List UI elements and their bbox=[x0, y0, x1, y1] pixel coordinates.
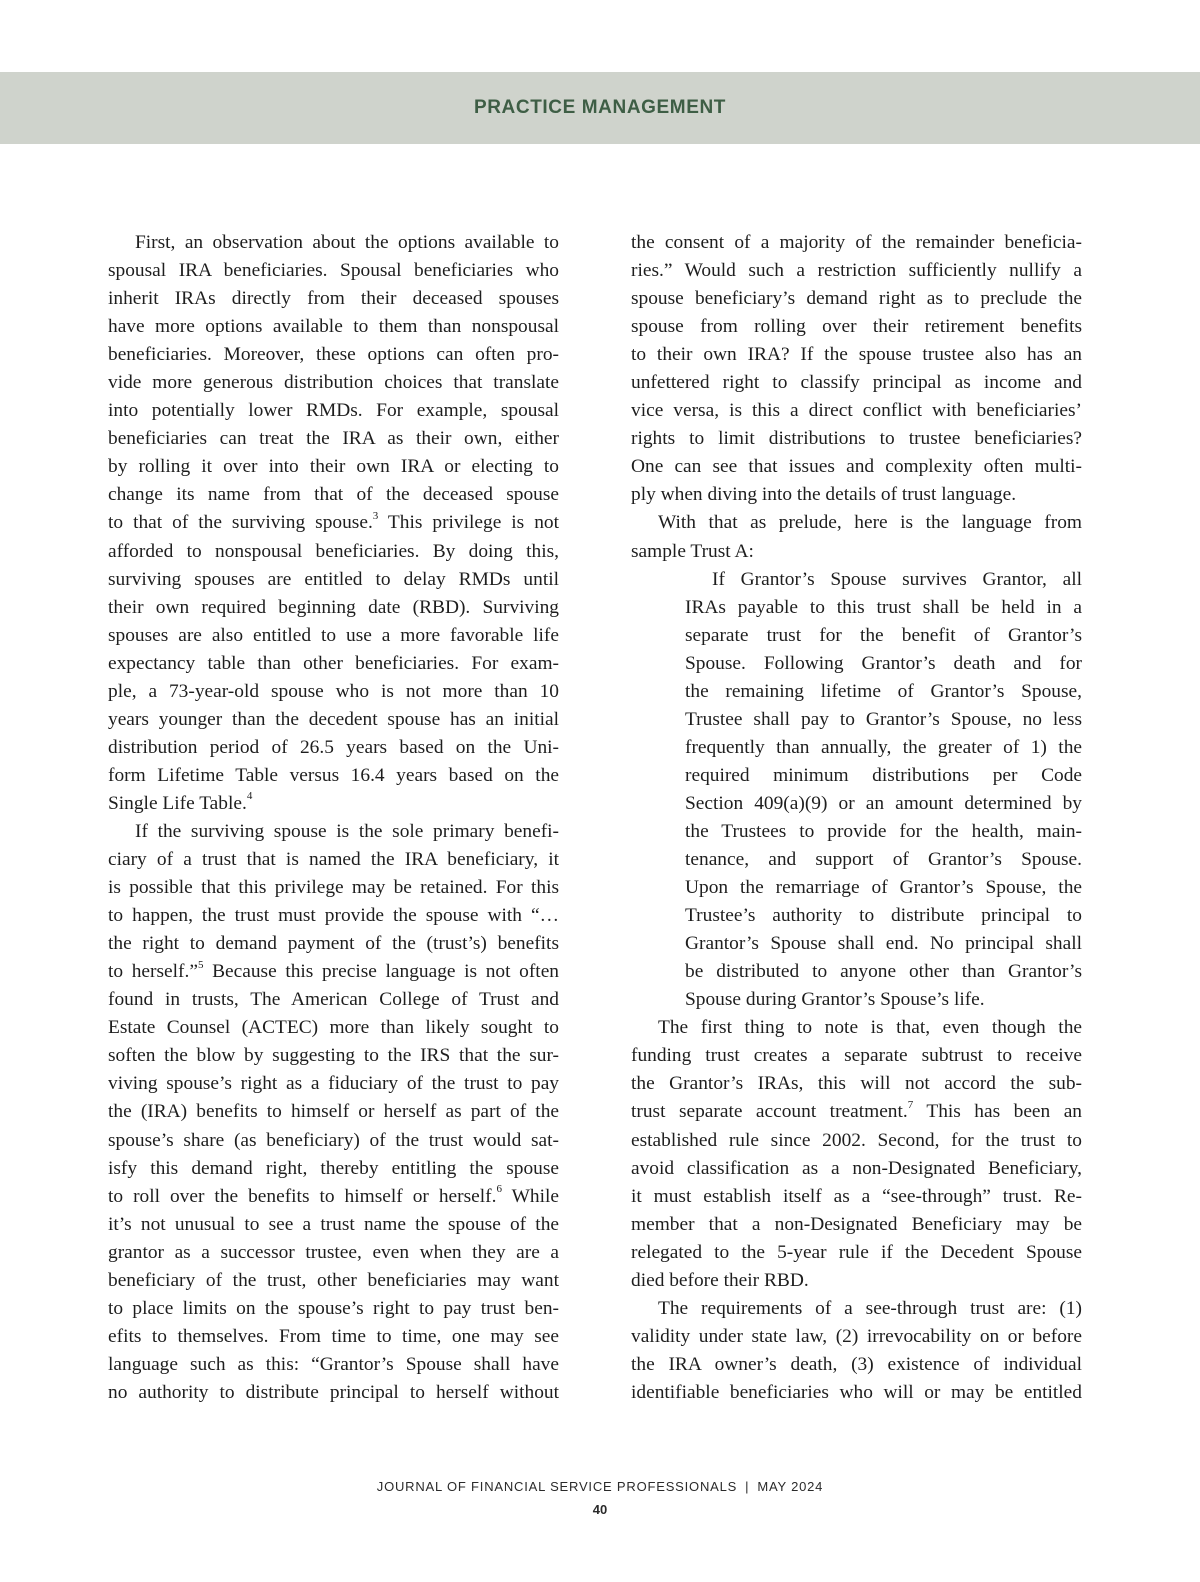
footnote-ref-5: 5 bbox=[197, 958, 204, 971]
body-line: validity under state law, (2) irrevocability on or before bbox=[631, 1325, 1082, 1347]
body-line bbox=[108, 790, 559, 818]
body-line: vice versa, is this a direct conflict with beneficiaries’ bbox=[631, 400, 1082, 422]
block-quote-line: Upon the remarriage of Grantor’s Spouse, the bbox=[685, 877, 1082, 899]
body-line: by rolling it over into their own IRA or electing to bbox=[108, 456, 559, 478]
body-line: spousal IRA beneficiaries. Spousal beneficiaries who bbox=[108, 260, 559, 282]
body-line: unfettered right to classify principal as income and bbox=[631, 372, 1082, 394]
block-quote-line: frequently than annually, the greater of 1) the bbox=[685, 736, 1082, 758]
body-line: change its name from that of the deceased spouse bbox=[108, 484, 559, 506]
body-line: With that as prelude, here is the language from bbox=[658, 512, 1082, 534]
section-header-band bbox=[0, 72, 1200, 144]
block-quote-line: Trustee shall pay to Grantor’s Spouse, no less bbox=[685, 708, 1082, 730]
block-quote-line: separate trust for the benefit of Grantor’s bbox=[685, 624, 1082, 646]
body-text: to herself.” bbox=[108, 961, 198, 983]
body-line: into potentially lower RMDs. For example, spousal bbox=[108, 400, 559, 422]
body-line: relegated to the 5-year rule if the Decedent Spouse bbox=[631, 1241, 1082, 1263]
body-line: the consent of a majority of the remainder beneficia- bbox=[631, 232, 1082, 253]
body-line bbox=[108, 958, 559, 986]
block-quote-line: be distributed to anyone other than Grantor’s bbox=[685, 961, 1082, 983]
body-line: avoid classification as a non-Designated Beneficiary, bbox=[631, 1157, 1082, 1179]
footer-separator: | bbox=[745, 1479, 750, 1494]
body-line: the Grantor’s IRAs, this will not accord the sub- bbox=[631, 1073, 1082, 1095]
journal-name: JOURNAL OF FINANCIAL SERVICE PROFESSIONALS bbox=[376, 1479, 738, 1494]
body-line: beneficiaries can treat the IRA as their own, either bbox=[108, 428, 559, 450]
body-line: established rule since 2002. Second, for the trust to bbox=[631, 1129, 1082, 1151]
footnote-ref-7: 7 bbox=[907, 1098, 914, 1111]
body-line: their own required beginning date (RBD). Surviving bbox=[108, 596, 559, 618]
body-line bbox=[631, 1098, 1082, 1126]
footnote-ref-6: 6 bbox=[496, 1183, 502, 1196]
footer-journal-line bbox=[0, 1479, 1200, 1494]
body-line: rights to limit distributions to trustee beneficiaries? bbox=[631, 428, 1082, 450]
body-line: The requirements of a see-through trust are: (1) bbox=[658, 1297, 1082, 1319]
body-line: is possible that this privilege may be retained. For this bbox=[108, 877, 559, 899]
block-quote-line: If Grantor’s Spouse survives Grantor, all bbox=[712, 568, 1082, 590]
body-line: ple, a 73-year-old spouse who is not more than 10 bbox=[108, 680, 559, 702]
body-line: ciary of a trust that is named the IRA beneficiary, it bbox=[108, 849, 559, 871]
body-line: efits to themselves. From time to time, one may see bbox=[108, 1325, 559, 1347]
body-line: vide more generous distribution choices that translate bbox=[108, 372, 559, 394]
body-line: One can see that issues and complexity often multi- bbox=[631, 456, 1082, 478]
block-quote-line: IRAs payable to this trust shall be held in a bbox=[685, 596, 1082, 618]
body-text: Because this precise language is not often bbox=[203, 961, 559, 983]
block-quote-line: Grantor’s Spouse shall end. No principal shall bbox=[685, 933, 1082, 955]
footnote-ref-3: 3 bbox=[372, 510, 379, 522]
block-quote-line: Trustee’s authority to distribute principal to bbox=[685, 905, 1082, 927]
body-line: no authority to distribute principal to herself without bbox=[108, 1381, 559, 1403]
body-line bbox=[108, 1183, 559, 1211]
body-line: distribution period of 26.5 years based on the Uni- bbox=[108, 736, 559, 758]
body-line: spouse from rolling over their retirement benefits bbox=[631, 316, 1082, 338]
body-text: Single Life Table. bbox=[108, 792, 247, 814]
body-line: First, an observation about the options available to bbox=[135, 232, 559, 253]
body-line: spouse beneficiary’s demand right as to preclude the bbox=[631, 288, 1082, 310]
body-line: it’s not unusual to see a trust name the spouse of the bbox=[108, 1213, 559, 1235]
body-text: While bbox=[501, 1185, 559, 1207]
body-line: member that a non-Designated Beneficiary may be bbox=[631, 1213, 1082, 1235]
body-line: spouses are also entitled to use a more favorable life bbox=[108, 624, 559, 646]
body-line: language such as this: “Grantor’s Spouse shall have bbox=[108, 1353, 559, 1375]
body-line: have more options available to them than nonspousal bbox=[108, 316, 559, 338]
block-quote-line: the Trustees to provide for the health, main- bbox=[685, 820, 1082, 842]
body-text: trust separate account treatment. bbox=[631, 1101, 908, 1123]
body-line: form Lifetime Table versus 16.4 years based on the bbox=[108, 764, 559, 786]
body-line: it must establish itself as a “see-through” trust. Re- bbox=[631, 1185, 1082, 1207]
body-line: spouse’s share (as beneficiary) of the trust would sat- bbox=[108, 1129, 559, 1151]
block-quote-line: Section 409(a)(9) or an amount determined by bbox=[685, 792, 1082, 814]
body-line: grantor as a successor trustee, even when they are a bbox=[108, 1241, 559, 1263]
body-line: isfy this demand right, thereby entitling the spouse bbox=[108, 1157, 559, 1179]
body-text: to roll over the benefits to himself or herself. bbox=[108, 1185, 497, 1207]
page-number: 40 bbox=[592, 1502, 608, 1517]
body-line: to happen, the trust must provide the spouse with “… bbox=[108, 905, 559, 927]
body-text: This privilege is not bbox=[378, 512, 559, 534]
body-line: inherit IRAs directly from their deceased spouses bbox=[108, 288, 559, 310]
body-line: sample Trust A: bbox=[631, 540, 754, 562]
body-line: ries.” Would such a restriction sufficiently nullify a bbox=[631, 260, 1082, 282]
footnote-ref-4: 4 bbox=[246, 790, 253, 803]
body-line: Estate Counsel (ACTEC) more than likely sought to bbox=[108, 1017, 559, 1039]
body-line: beneficiary of the trust, other beneficiaries may want bbox=[108, 1269, 559, 1291]
left-column bbox=[108, 229, 559, 1407]
body-line: the IRA owner’s death, (3) existence of individual bbox=[631, 1353, 1082, 1375]
block-quote-line: required minimum distributions per Code bbox=[685, 764, 1082, 786]
body-line: the right to demand payment of the (trust’s) benefits bbox=[108, 933, 559, 955]
body-line: the (IRA) benefits to himself or herself as part of the bbox=[108, 1101, 559, 1123]
body-line: found in trusts, The American College of Trust and bbox=[108, 989, 559, 1011]
block-quote-line: Spouse during Grantor’s Spouse’s life. bbox=[685, 989, 985, 1011]
issue-date: MAY 2024 bbox=[757, 1479, 824, 1494]
body-line: soften the blow by suggesting to the IRS that the sur- bbox=[108, 1045, 559, 1067]
body-line: to place limits on the spouse’s right to pay trust ben- bbox=[108, 1297, 559, 1319]
body-line: ply when diving into the details of trust language. bbox=[631, 484, 1017, 506]
body-line: funding trust creates a separate subtrust to receive bbox=[631, 1045, 1082, 1067]
block-quote-line: the remaining lifetime of Grantor’s Spouse, bbox=[685, 680, 1082, 702]
body-line: to their own IRA? If the spouse trustee also has an bbox=[631, 344, 1082, 366]
body-line: identifiable beneficiaries who will or may be entitled bbox=[631, 1381, 1082, 1403]
body-text: This has been an bbox=[913, 1101, 1082, 1123]
body-line: viving spouse’s right as a fiduciary of the trust to pay bbox=[108, 1073, 559, 1095]
body-line: years younger than the decedent spouse has an initial bbox=[108, 708, 559, 730]
section-title: PRACTICE MANAGEMENT bbox=[473, 97, 727, 118]
body-line: The first thing to note is that, even though the bbox=[658, 1017, 1082, 1039]
body-line: beneficiaries. Moreover, these options can often pro- bbox=[108, 344, 559, 366]
body-text: to that of the surviving spouse. bbox=[108, 512, 373, 534]
block-quote-line: Spouse. Following Grantor’s death and for bbox=[685, 652, 1082, 674]
block-quote-line: tenance, and support of Grantor’s Spouse. bbox=[685, 849, 1082, 871]
body-line: If the surviving spouse is the sole primary benefi- bbox=[135, 820, 559, 842]
right-column bbox=[631, 229, 1082, 1407]
body-line bbox=[108, 509, 559, 537]
body-line: died before their RBD. bbox=[631, 1269, 809, 1291]
body-line: expectancy table than other beneficiaries. For exam- bbox=[108, 652, 559, 674]
body-line: afforded to nonspousal beneficiaries. By doing this, bbox=[108, 540, 559, 562]
body-line: surviving spouses are entitled to delay RMDs until bbox=[108, 568, 559, 590]
